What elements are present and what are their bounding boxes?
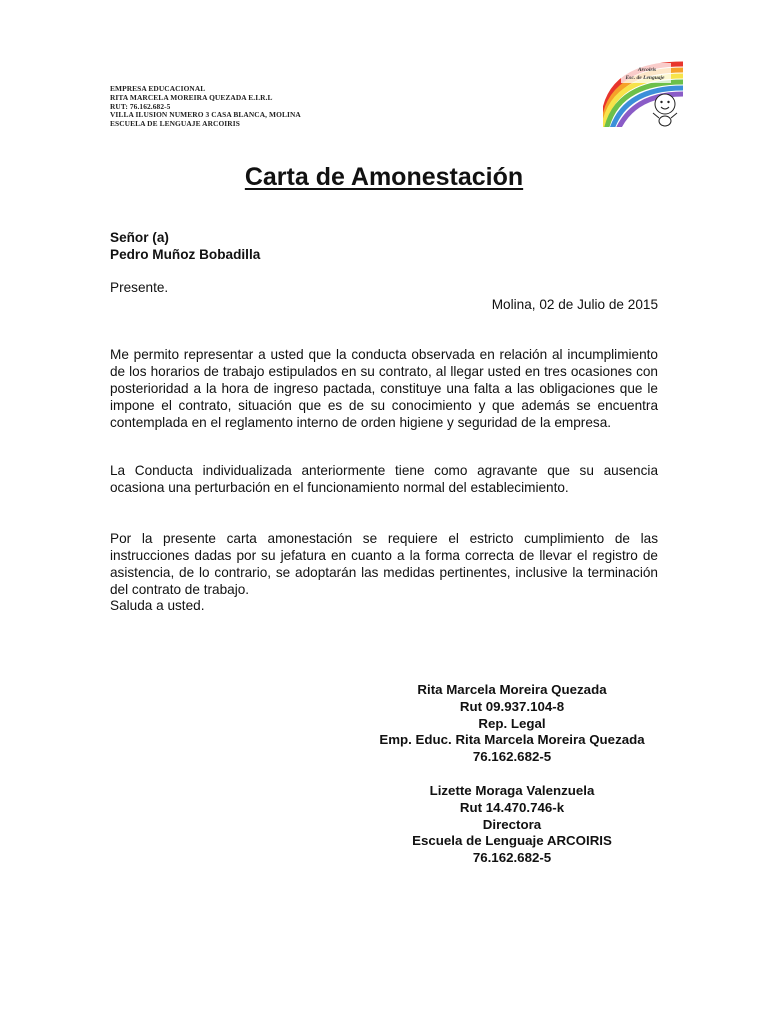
svg-text:Esc. de Lenguaje: Esc. de Lenguaje [625, 75, 665, 81]
salutation: Señor (a) [110, 230, 169, 245]
letter-date: Molina, 02 de Julio de 2015 [491, 297, 658, 312]
signer-role: Directora [482, 816, 542, 832]
closing: Saluda a usted. [110, 598, 205, 613]
header-line: ESCUELA DE LENGUAJE ARCOIRIS [110, 119, 240, 129]
body-paragraph: Por la presente carta amonestación se requiere el estricto cumplimiento de las instrucciones dadas por su jefatura en cuanto a la forma correcta de llevar el registro de asistencia, de lo contrario, se adoptarán las medidas pertinentes, inclusive la terminación del contrato de trabajo. [110, 531, 658, 597]
svg-text:Arcoiris: Arcoiris [637, 67, 657, 73]
header-line: EMPRESA EDUCACIONAL [110, 84, 206, 93]
body-paragraph: Me permito representar a usted que la conducta observada en relación al incumplimiento de los horarios de trabajo estipulados en su contrato, al llegar usted en tres ocasiones con posterioridad a la hora de ingreso pactada, constituye una falta a las obligaciones que le impone el contrato, situación que es de su conocimiento y que además se encuentra contemplada en el reglamento interno de orden higiene y seguridad de la empresa. [110, 347, 658, 430]
body-paragraph: La Conducta individualizada anteriormente tiene como agravante que su ausencia ocasiona una perturbación en el funcionamiento normal del establecimiento. [110, 463, 658, 495]
presente-line: Presente. [110, 280, 169, 295]
recipient-name: Pedro Muñoz Bobadilla [110, 247, 261, 262]
signer-role: Rep. Legal [478, 715, 546, 731]
signature-block [360, 783, 664, 867]
signer-name: Rita Marcela Moreira Quezada [417, 682, 607, 697]
header-line: RITA MARCELA MOREIRA QUEZADA E.I.R.L [110, 92, 273, 102]
header-line: RUT: 76.162.682-5 [110, 101, 171, 111]
signer-org: Escuela de Lenguaje ARCOIRIS [412, 833, 612, 849]
signer-org-rut: 76.162.682-5 [472, 850, 552, 866]
header-line: VILLA ILUSION NUMERO 3 CASA BLANCA, MOLINA [110, 110, 301, 120]
letter-title: Carta de Amonestación [244, 163, 524, 191]
addressee [110, 229, 260, 263]
signer-rut: Rut 09.937.104-8 [459, 698, 565, 714]
signer-name: Lizette Moraga Valenzuela [429, 783, 595, 798]
signature-block [360, 682, 664, 766]
signer-rut: Rut 14.470.746-k [459, 799, 565, 815]
school-logo [603, 60, 683, 127]
signer-org-rut: 76.162.682-5 [472, 749, 552, 765]
company-header [110, 85, 301, 129]
signer-org: Emp. Educ. Rita Marcela Moreira Quezada [379, 732, 645, 748]
